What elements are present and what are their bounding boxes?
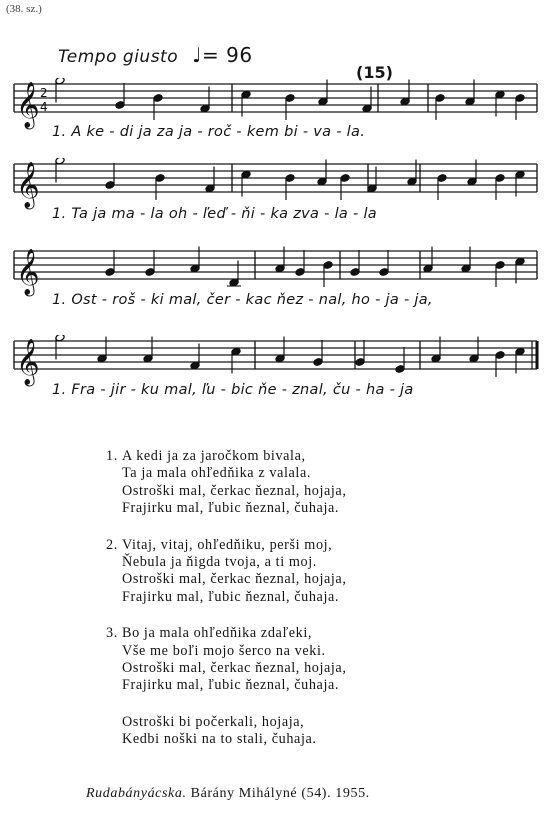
verse-line — [106, 625, 346, 642]
treble-clef-icon: 𝄞 — [16, 339, 40, 385]
verse-text: Vitaj, vitaj, ohľedňiku, perši moj, — [122, 536, 333, 553]
stanza-2 — [106, 537, 346, 607]
time-signature: 4 — [40, 100, 48, 114]
credit-performer: Bárány Mihályné (54). 1955. — [190, 786, 370, 801]
treble-clef-icon: 𝄞 — [16, 249, 40, 295]
verse-line: Ta ja mala ohľedňika z valala. — [122, 465, 311, 482]
stanza-3 — [106, 625, 346, 695]
verse-line: Frajirku mal, ľubic ňeznal, čuhaja. — [122, 588, 340, 605]
music-system-4 — [0, 335, 553, 427]
verse-line: Ostroški mal, čerkac ňeznal, hojaja, — [122, 660, 347, 677]
verse-line: Frajirku mal, ľubic ňeznal, čuhaja. — [122, 500, 340, 517]
source-credit — [86, 786, 370, 802]
treble-clef-icon: 𝄞 — [16, 162, 40, 208]
lyric-line-1: 1. A ke - di ja za ja - roč - kem bi - va - la. — [52, 124, 366, 140]
lyric-line-3: 1. Ost - roš - ki mal, čer - kac ňez - nal, ho - ja - ja, — [52, 292, 433, 308]
stanza-number: 3. — [106, 625, 118, 642]
verse-line: Frajirku mal, ľubic ňeznal, čuhaja. — [122, 677, 340, 694]
tempo-marking — [58, 43, 253, 67]
music-system-2 — [0, 158, 553, 250]
verses-block — [106, 448, 346, 768]
page-number: (38. sz.) — [6, 3, 42, 15]
verse-line: Vše me boľi mojo šerco na veki. — [122, 642, 326, 659]
metronome-mark: ♩= 96 — [192, 43, 253, 67]
time-signature: 2 — [40, 86, 48, 100]
stanza-number: 1. — [106, 448, 118, 464]
music-system-3 — [0, 245, 553, 337]
tempo-text: Tempo giusto — [58, 47, 179, 67]
refrain — [106, 714, 346, 749]
treble-clef-icon: 𝄞 — [16, 82, 40, 128]
verse-line — [106, 448, 346, 465]
verse-line: Ostroški mal, čerkac ňeznal, hojaja, — [122, 482, 347, 499]
verse-line: Ostroški mal, čerkac ňeznal, hojaja, — [122, 571, 347, 588]
verse-line: Ňebula ja ňigda tvoja, a ti moj. — [122, 554, 317, 571]
verse-text: Bo ja mala ohľedňika zdaľeki, — [122, 625, 313, 642]
credit-place: Rudabányácska. — [86, 786, 187, 801]
verse-line — [106, 537, 346, 554]
stanza-1 — [106, 448, 346, 518]
lyric-line-4: 1. Fra - jir - ku mal, ľu - bic ňe - znal, ču - ha - ja — [52, 382, 414, 398]
stanza-number: 2. — [106, 536, 118, 553]
music-system-1 — [0, 78, 553, 170]
lyric-line-2: 1. Ta ja ma - la oh - ľeď - ňi - ka zva - la - la — [52, 206, 377, 222]
verse-line: Kedbi noški na to stali, čuhaja. — [122, 731, 317, 748]
verse-line: Ostroški bi počerkali, hojaja, — [122, 713, 305, 730]
verse-text: A kedi ja za jaročkom bivala, — [122, 448, 306, 464]
piece-number: (15) — [356, 63, 393, 82]
